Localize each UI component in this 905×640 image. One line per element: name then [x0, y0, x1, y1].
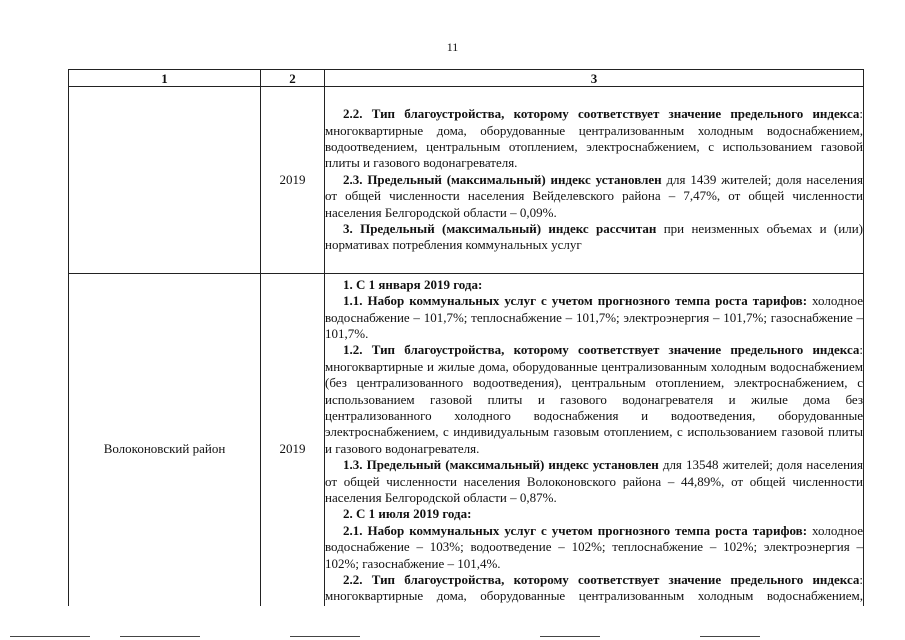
scan-edge-marks [0, 634, 905, 640]
year-cell: 2019 [261, 274, 325, 625]
paragraph-heading: 3. Предельный (максимальный) индекс рассчитан [343, 221, 657, 237]
page-number: 11 [446, 40, 459, 54]
tariff-table [68, 69, 864, 625]
paragraph [325, 506, 863, 522]
year-cell: 2019 [261, 87, 325, 274]
paragraph [325, 106, 863, 172]
paragraph [325, 293, 863, 342]
paragraph-heading: 2.1. Набор коммунальных услуг с учетом прогнозного темпа роста тарифов: [343, 522, 808, 538]
description-cell [325, 87, 864, 274]
paragraph [325, 277, 863, 293]
paragraph-text: холодное водоснабжение – 103%; водоотведение – 102%; теплоснабжение – 102%; электроэнергия – 102%; газоснабжение – 101,4%. [325, 522, 863, 571]
table-row [69, 274, 864, 625]
paragraph-heading: 2.3. Предельный (максимальный) индекс установлен [343, 171, 662, 187]
table-row [69, 87, 864, 274]
scan-mark [700, 636, 760, 637]
paragraph-heading: 2.2. Тип благоустройства, которому соответствует значение предельного индекса [343, 106, 860, 122]
region-cell: Волоконовский район [69, 274, 261, 625]
paragraph-text: : многоквартирные дома, оборудованные централизованным холодным водоснабжением, водоотведением, центральным отоплением, электроснабжением, с использованием газовой плиты и газового водонагревателя. [325, 106, 863, 171]
paragraph-text: для 1439 жителей; доля населения от общей численности населения Вейделевского района – 7,47%, от общей численности населения Белгородской области – 0,09%. [325, 171, 863, 220]
paragraph [325, 457, 863, 506]
paragraph-text: при неизменных объемах и (или) нормативах потребления коммунальных услуг [325, 221, 863, 253]
paragraph-heading: 1.3. Предельный (максимальный) индекс установлен [343, 457, 659, 473]
paragraph-heading: 2.2. Тип благоустройства, которому соответствует значение предельного индекса [343, 572, 860, 588]
region-cell [69, 87, 261, 274]
paragraph [325, 221, 863, 254]
paragraph [325, 523, 863, 572]
paragraph-text: для 13548 жителей; доля населения от общей численности населения Волоконовского района – 44,89%, от общей численности населения Белгородской области – 0,87%. [325, 457, 863, 506]
table-header-row [69, 70, 864, 87]
paragraph-text: : многоквартирные и жилые дома, оборудованные централизованным холодным водоснабжением (без централизованного водоотведения), центральным отоплением, электроснабжением, с использованием газовой плиты и газового водонагревателя и жилые дома без централизованного холодного водоснабжения и водоотведения, оборудованные электроснабжением, с индивидуальным газовым отоплением, с использованием газовой плиты и газового водонагревателя. [325, 342, 863, 456]
paragraph [325, 172, 863, 221]
paragraph-text: : многоквартирные дома, оборудованные централизованным холодным водоснабжением, [325, 572, 863, 604]
scan-mark [120, 636, 200, 637]
paragraph-heading: 1.2. Тип благоустройства, которому соответствует значение предельного индекса [343, 342, 860, 358]
column-header: 1 [69, 70, 261, 87]
paragraph-heading: 1.1. Набор коммунальных услуг с учетом прогнозного темпа роста тарифов: [343, 293, 808, 309]
paragraph [325, 342, 863, 457]
scan-mark [540, 636, 600, 637]
scan-mark [290, 636, 360, 637]
paragraph-text: холодное водоснабжение – 101,7%; теплоснабжение – 101,7%; электроэнергия – 101,7%; газоснабжение – 101,7%. [325, 293, 863, 341]
scan-mark [10, 636, 90, 637]
column-header: 2 [261, 70, 325, 87]
description-cell [325, 274, 864, 625]
column-header: 3 [325, 70, 864, 87]
paragraph-heading: 1. С 1 января 2019 года: [343, 276, 483, 292]
paragraph-heading: 2. С 1 июля 2019 года: [343, 506, 472, 522]
